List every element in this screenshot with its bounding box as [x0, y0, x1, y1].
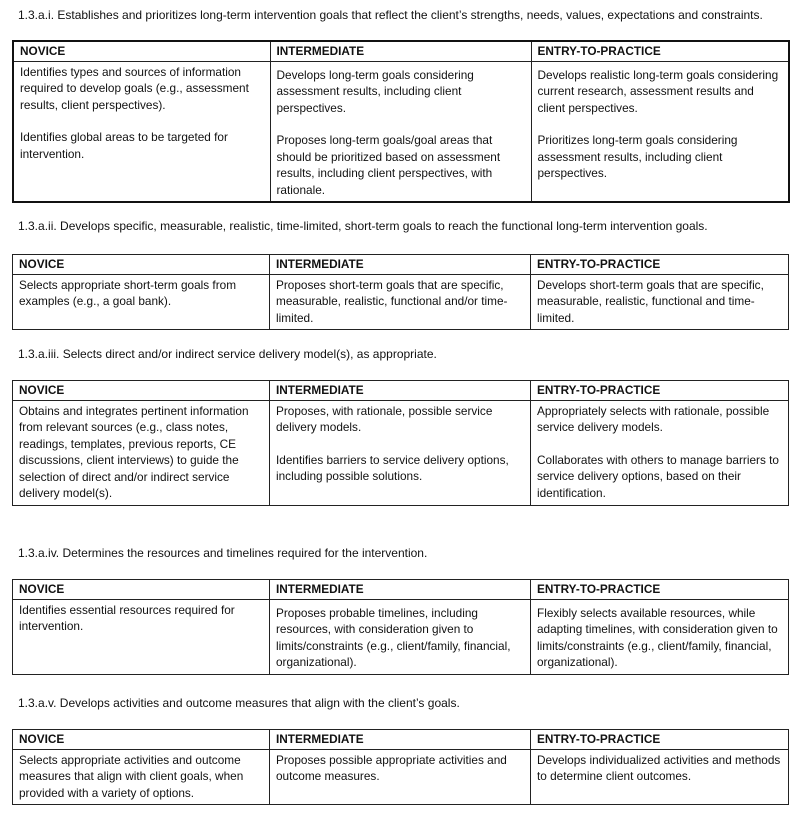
rubric-table — [12, 254, 789, 330]
table-header-row — [13, 41, 789, 61]
cell-text: Appropriately selects with rationale, possible service delivery models. — [537, 403, 770, 434]
table-header-row — [13, 730, 789, 750]
cell-text: Selects appropriate short-term goals from examples (e.g., a goal bank). — [19, 277, 237, 308]
novice-cell — [13, 61, 270, 202]
header-entry-to-practice: ENTRY-TO-PRACTICE — [531, 381, 789, 401]
header-entry-to-practice: ENTRY-TO-PRACTICE — [531, 730, 789, 750]
header-novice: NOVICE — [13, 41, 270, 61]
section-heading: 1.3.a.iii. Selects direct and/or indirect service delivery model(s), as appropriate. — [18, 347, 437, 361]
cell-text: Identifies barriers to service delivery options, including possible solutions. — [276, 452, 509, 483]
header-intermediate: INTERMEDIATE — [270, 730, 531, 750]
intermediate-cell — [270, 749, 531, 805]
header-novice: NOVICE — [13, 255, 270, 275]
entry-to-practice-cell — [531, 749, 789, 805]
rubric-table — [12, 579, 789, 675]
novice-cell — [13, 749, 270, 805]
section-heading: 1.3.a.i. Establishes and prioritizes long-term intervention goals that reflect the client’s strengths, needs, values, expectations and constraints. — [18, 8, 763, 22]
cell-text: Proposes long-term goals/goal areas that should be prioritized based on assessment results, including client perspectives, with rationale. — [276, 133, 501, 197]
table-row — [13, 749, 789, 805]
header-intermediate: INTERMEDIATE — [270, 41, 531, 61]
table-header-row — [13, 255, 789, 275]
intermediate-cell — [270, 61, 531, 202]
cell-text: Develops individualized activities and methods to determine client outcomes. — [537, 752, 781, 783]
cell-text: Prioritizes long-term goals considering assessment results, including client perspectives. — [537, 133, 738, 180]
rubric-table — [12, 40, 790, 203]
section-heading: 1.3.a.v. Develops activities and outcome measures that align with the client’s goals. — [18, 696, 460, 710]
novice-cell — [13, 400, 270, 505]
header-novice: NOVICE — [13, 730, 270, 750]
cell-text: Develops realistic long-term goals considering current research, assessment results and client perspectives. — [537, 67, 779, 115]
entry-to-practice-cell — [531, 61, 789, 202]
cell-text: Flexibly selects available resources, while adapting timelines, with consideration given to limits/constraints (e.g., client/family, financial, organizational). — [537, 605, 778, 669]
header-intermediate: INTERMEDIATE — [270, 255, 531, 275]
entry-to-practice-cell — [531, 274, 789, 330]
header-intermediate: INTERMEDIATE — [270, 580, 531, 600]
cell-text: Selects appropriate activities and outcome measures that align with client goals, when provided with a variety of options. — [19, 752, 244, 800]
intermediate-cell — [270, 274, 531, 330]
table-row — [13, 61, 789, 202]
header-intermediate: INTERMEDIATE — [270, 381, 531, 401]
table-header-row — [13, 381, 789, 401]
header-novice: NOVICE — [13, 381, 270, 401]
cell-text: Identifies types and sources of information required to develop goals (e.g., assessment results, client perspectives). — [20, 64, 249, 112]
cell-text: Proposes, with rationale, possible service delivery models. — [276, 403, 493, 434]
novice-cell — [13, 599, 270, 674]
table-row — [13, 599, 789, 674]
entry-to-practice-cell — [531, 599, 789, 674]
header-entry-to-practice: ENTRY-TO-PRACTICE — [531, 41, 789, 61]
cell-text: Proposes probable timelines, including resources, with consideration given to limits/constraints (e.g., client/family, financial, organizational). — [276, 605, 511, 669]
entry-to-practice-cell — [531, 400, 789, 505]
cell-text: Develops short-term goals that are specific, measurable, realistic, functional and time-limited. — [537, 277, 764, 325]
cell-text: Identifies global areas to be targeted for intervention. — [20, 130, 228, 161]
cell-text: Collaborates with others to manage barriers to service delivery options, based on their identification. — [537, 452, 779, 500]
header-entry-to-practice: ENTRY-TO-PRACTICE — [531, 580, 789, 600]
table-row — [13, 274, 789, 330]
section-heading: 1.3.a.ii. Develops specific, measurable, realistic, time-limited, short-term goals to reach the functional long-term intervention goals. — [18, 219, 708, 233]
cell-text: Identifies essential resources required for intervention. — [19, 602, 235, 633]
rubric-table — [12, 380, 789, 506]
intermediate-cell — [270, 400, 531, 505]
cell-text: Proposes short-term goals that are specific, measurable, realistic, functional and/or time-limited. — [276, 277, 508, 325]
header-novice: NOVICE — [13, 580, 270, 600]
cell-text: Proposes possible appropriate activities and outcome measures. — [276, 752, 507, 783]
cell-text: Obtains and integrates pertinent information from relevant sources (e.g., class notes, readings, templates, previous reports, CE discussions, client interviews) to guide the selection of direct and/or indirect service delivery model(s). — [19, 403, 249, 500]
cell-text: Develops long-term goals considering assessment results, including client perspectives. — [276, 67, 474, 115]
novice-cell — [13, 274, 270, 330]
header-entry-to-practice: ENTRY-TO-PRACTICE — [531, 255, 789, 275]
section-heading: 1.3.a.iv. Determines the resources and timelines required for the intervention. — [18, 546, 428, 560]
table-header-row — [13, 580, 789, 600]
rubric-table — [12, 729, 789, 805]
table-row — [13, 400, 789, 505]
intermediate-cell — [270, 599, 531, 674]
